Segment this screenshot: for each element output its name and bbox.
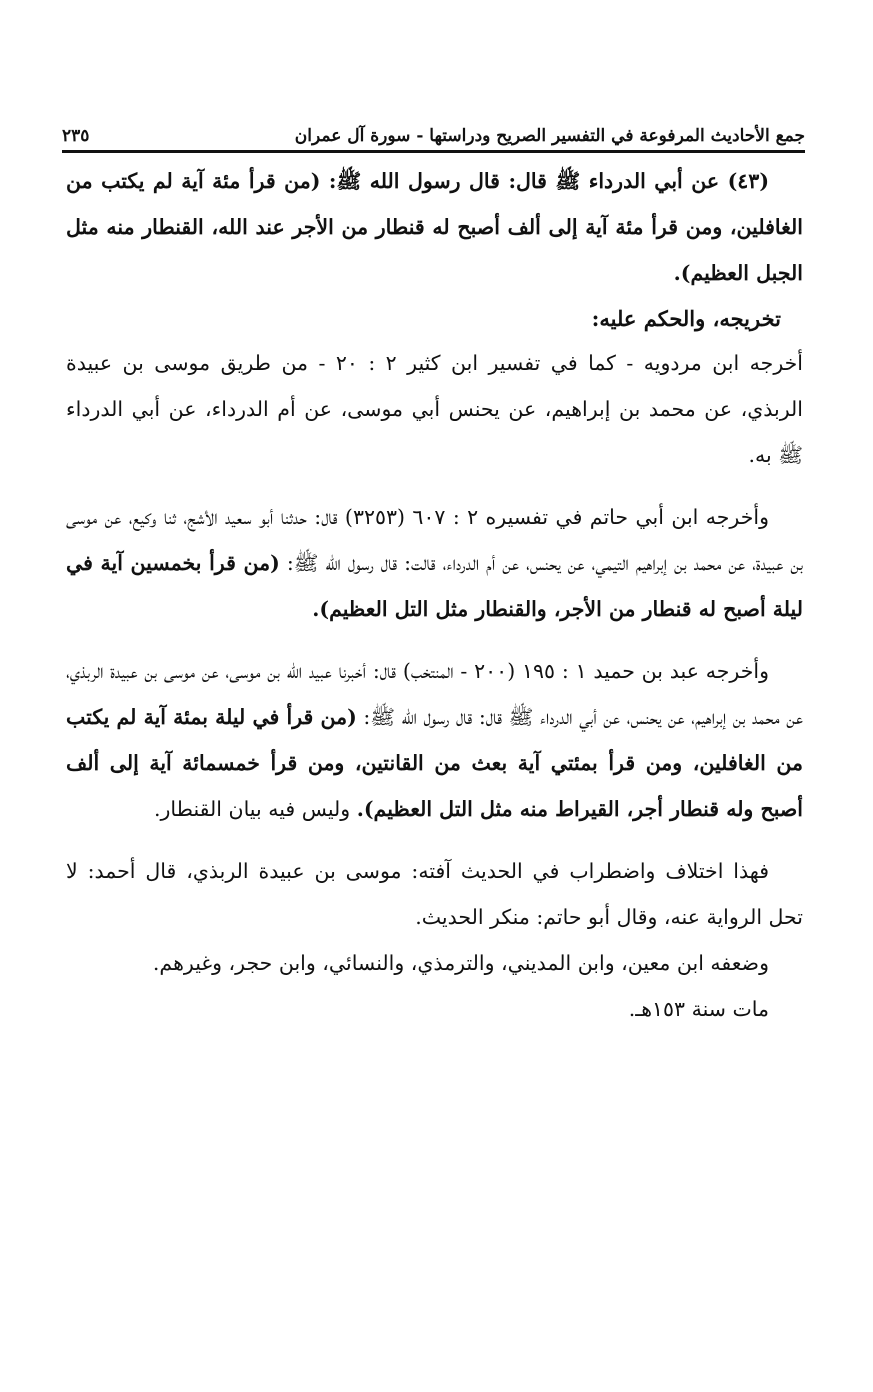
paragraph-3-text: وأخرجه عبد بن حميد ١ : ١٩٥ (٢٠٠ - المنتخب) قال: أخبرنا عبيد الله بن موسى، عن موسى بن عبيدة الربذي، عن محمد بن إبراهيم، عن يحنس، عن أبي الدرداء ﷺ قال: قال رسول الله ﷺ: (66, 659, 803, 729)
section-heading: تخريجه، والحكم عليه: (591, 306, 781, 331)
takhrij-paragraph-1: أخرجه ابن مردويه - كما في تفسير ابن كثير ٢ : ٢٠ - من طريق موسى بن عبيدة الربذي، عن محمد بن إبراهيم، عن يحنس أبي موسى، عن أم الدرداء، عن أبي الدرداء ﷺ به. (66, 351, 803, 467)
running-header (62, 112, 805, 146)
weakness-paragraph: وضعفه ابن معين، وابن المديني، والترمذي، والنسائي، وابن حجر، وغيرهم. (152, 951, 769, 975)
header-title: جمع الأحاديث المرفوعة في التفسير الصريح ودراستها - سورة آل عمران (294, 126, 805, 146)
hadith-intro: (٤٣) عن أبي الدرداء ﷺ قال: قال رسول الله ﷺ: (328, 169, 770, 193)
hadith-text: (من قرأ مئة آية لم يكتب من الغافلين، ومن قرأ مئة آية إلى ألف أصبح له قنطار من الأجر عند الله، القنطار منه مثل الجبل العظيم). (66, 169, 803, 285)
paragraph-3-note: وليس فيه بيان القنطار. (154, 797, 351, 821)
hadith-paragraph (66, 158, 803, 296)
death-year-paragraph: مات سنة ١٥٣هـ. (628, 997, 769, 1021)
page-number: ٢٣٥ (62, 126, 90, 146)
judgment-paragraph: فهذا اختلاف واضطراب في الحديث آفته: موسى بن عبيدة الربذي، قال أحمد: لا تحل الرواية عنه، وقال أبو حاتم: منكر الحديث. (66, 859, 803, 929)
takhrij-paragraph-3 (66, 648, 803, 832)
takhrij-paragraph-2 (66, 494, 803, 632)
paragraph-3-hadith: (من قرأ في ليلة بمئة آية لم يكتب من الغافلين، ومن قرأ بمئتي آية بعث من القانتين، ومن قرأ خمسمائة آية إلى ألف أصبح وله قنطار أجر، القيراط منه مثل التل العظيم). (66, 705, 803, 821)
paragraph-2-hadith: (من قرأ بخمسين آية في ليلة أصبح له قنطار من الأجر، والقنطار مثل التل العظيم). (66, 551, 803, 621)
header-rule (62, 150, 805, 153)
paragraph-2-text: وأخرجه ابن أبي حاتم في تفسيره ٢ : ٦٠٧ (٣٢٥٣) قال: حدثنا أبو سعيد الأشج، ثنا وكيع، عن موسى بن عبيدة، عن محمد بن إبراهيم التيمي، عن يحنس، عن أم الدرداء، قالت: قال رسول الله ﷺ: (66, 505, 803, 575)
page-body (66, 158, 803, 1032)
